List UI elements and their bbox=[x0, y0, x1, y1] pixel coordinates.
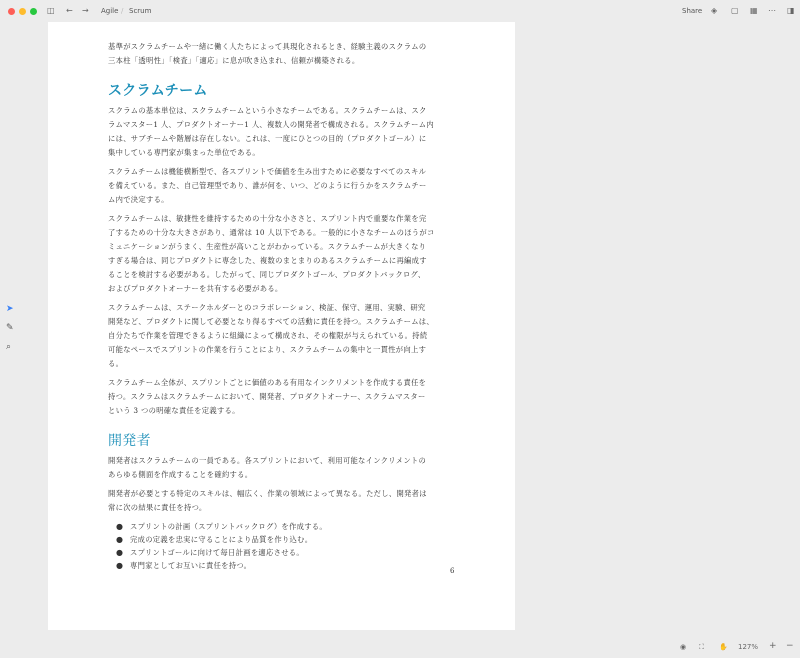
text-line: を備えている。また、自己管理型であり、誰が何を、いつ、どのように行うかをスクラムチー bbox=[108, 181, 427, 190]
text-line: ラムマスター1 人、プロダクトオーナー1 人、複数人の開発者で構成される。スクラムチーム内 bbox=[108, 120, 434, 129]
search-icon[interactable]: ⌕ bbox=[6, 342, 12, 352]
document-page bbox=[48, 22, 515, 630]
share-button[interactable]: Share bbox=[682, 7, 703, 15]
list-item-text: 専門家としてお互いに責任を持つ。 bbox=[130, 561, 252, 570]
zoom-in-button[interactable]: + bbox=[769, 641, 777, 651]
list-item bbox=[108, 559, 458, 572]
bullet-list bbox=[108, 520, 458, 572]
text-line: 持つ。スクラムはスクラムチームにおいて、開発者、プロダクトオーナー、スクラムマスター bbox=[108, 392, 426, 401]
list-item-text: スプリントゴールに向けて毎日計画を適応させる。 bbox=[130, 548, 304, 557]
breadcrumb-separator: / bbox=[121, 7, 124, 15]
pointer-tool-icon[interactable]: ➤ bbox=[6, 304, 14, 314]
bullet-icon: ● bbox=[116, 561, 124, 570]
list-item-text: スプリントの計画（スプリントバックログ）を作成する。 bbox=[130, 522, 328, 531]
breadcrumb-scrum[interactable]: Scrum bbox=[129, 7, 152, 15]
hand-tool-icon[interactable]: ✋ bbox=[719, 643, 728, 651]
paragraph bbox=[108, 165, 458, 207]
text-line: スクラムチームは機能横断型で、各スプリントで価値を生み出すために必要なすべてのスキル bbox=[108, 167, 427, 176]
breadcrumb-agile[interactable]: Agile bbox=[101, 7, 119, 15]
list-item bbox=[108, 520, 458, 533]
text-line: という 3 つの明確な責任を定義する。 bbox=[108, 406, 240, 415]
back-arrow-icon[interactable]: ← bbox=[66, 6, 73, 15]
heading-scrum-team: スクラムチーム bbox=[108, 83, 208, 99]
text-line: あらゆる側面を作成することを確約する。 bbox=[108, 470, 253, 479]
maximize-window-button[interactable] bbox=[30, 8, 37, 15]
focus-icon[interactable]: ⛶ bbox=[699, 643, 704, 651]
text-line: すぎる場合は、同じプロダクトに専念した、複数のまとまりのあるスクラムチームに再編成す bbox=[108, 256, 427, 265]
text-line: ム内で決定する。 bbox=[108, 195, 169, 204]
paragraph bbox=[108, 376, 458, 418]
text-line: およびプロダクトオーナーを共有する必要がある。 bbox=[108, 284, 283, 293]
text-line: 基準がスクラムチームや一緒に働く人たちによって具現化されるとき、経験主義のスクラムの bbox=[108, 42, 427, 51]
paragraph bbox=[108, 104, 458, 160]
forward-arrow-icon[interactable]: → bbox=[82, 6, 89, 15]
paragraph bbox=[108, 487, 458, 515]
pen-tool-icon[interactable]: ✎ bbox=[6, 323, 14, 333]
heading-developers: 開発者 bbox=[108, 433, 151, 449]
text-line: 可能なペースでスプリントの作業を行うことにより、スクラムチームの集中と一貫性が向上す bbox=[108, 345, 427, 354]
grid-icon[interactable]: ▦ bbox=[750, 6, 758, 15]
eye-icon[interactable]: ◉ bbox=[680, 643, 687, 651]
zoom-level[interactable]: 127% bbox=[738, 643, 759, 651]
text-line: 三本柱「透明性」「検査」「適応」に息が吹き込まれ、信頼が構築される。 bbox=[108, 56, 360, 65]
bullet-icon: ● bbox=[116, 522, 124, 531]
layers-icon[interactable]: ◈ bbox=[711, 6, 718, 15]
title-bar bbox=[0, 0, 800, 22]
intro-paragraph bbox=[108, 40, 458, 68]
text-line: には、サブチームや階層は存在しない。これは、一度にひとつの目的（プロダクトゴール）に bbox=[108, 134, 427, 143]
close-window-button[interactable] bbox=[8, 8, 15, 15]
list-item bbox=[108, 533, 458, 546]
sidebar-toggle-icon[interactable]: ◫ bbox=[47, 6, 55, 15]
text-line: 開発者はスクラムチームの一員である。各スプリントにおいて、利用可能なインクリメントの bbox=[108, 456, 427, 465]
text-line: ミュニケーションがうまく、生産性が高いことがわかっている。スクラムチームが大きくなり bbox=[108, 242, 427, 251]
paragraph bbox=[108, 212, 458, 296]
text-line: 常に次の結果に責任を持つ。 bbox=[108, 503, 207, 512]
zoom-out-button[interactable]: − bbox=[786, 641, 794, 651]
text-line: 集中している専門家が集まった単位である。 bbox=[108, 148, 260, 157]
bullet-icon: ● bbox=[116, 535, 124, 544]
text-line: スクラムチーム全体が、スプリントごとに価値のある有用なインクリメントを作成する責任を bbox=[108, 378, 427, 387]
text-line: 開発など、プロダクトに関して必要となり得るすべての活動に責任を持つ。スクラムチームは、 bbox=[108, 317, 435, 326]
text-line: スクラムチームは、敏捷性を維持するための十分な小ささと、スプリント内で重要な作業を完 bbox=[108, 214, 427, 223]
list-item-text: 完成の定義を忠実に守ることにより品質を作り込む。 bbox=[130, 535, 313, 544]
minimize-window-button[interactable] bbox=[19, 8, 26, 15]
paragraph bbox=[108, 454, 458, 482]
calendar-icon[interactable]: ▢ bbox=[731, 6, 739, 15]
bullet-icon: ● bbox=[116, 548, 124, 557]
text-line: 開発者が必要とする特定のスキルは、幅広く、作業の領域によって異なる。ただし、開発者は bbox=[108, 489, 427, 498]
text-line: ることを検討する必要がある。したがって、同じプロダクトゴール、プロダクトバックログ、 bbox=[108, 270, 426, 279]
more-icon[interactable]: ⋯ bbox=[768, 6, 776, 15]
text-line: スクラムの基本単位は、スクラムチームという小さなチームである。スクラムチームは、スク bbox=[108, 106, 427, 115]
text-line: 自分たちで作業を管理できるように組織によって構成され、その権限が与えられている。持続 bbox=[108, 331, 428, 340]
list-item bbox=[108, 546, 458, 559]
text-line: 了するための十分な大きさがあり、通常は 10 人以下である。一般的に小さなチームのほうがコ bbox=[108, 228, 435, 237]
text-line: スクラムチームは、ステークホルダーとのコラボレーション、検証、保守、運用、実験、研究 bbox=[108, 303, 426, 312]
panel-toggle-icon[interactable]: ◨ bbox=[787, 6, 795, 15]
page-number: 6 bbox=[450, 567, 455, 575]
text-line: る。 bbox=[108, 359, 124, 368]
paragraph bbox=[108, 301, 458, 371]
